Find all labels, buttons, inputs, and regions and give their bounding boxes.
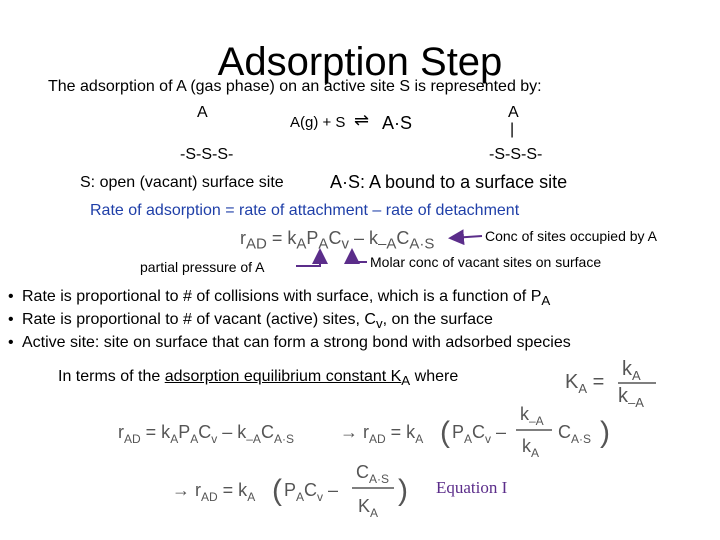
svg-text:): ) [398,474,408,507]
svg-text:kA: $k_A$ [622,358,641,383]
svg-text:k–A: $k_{-A}$ [618,385,644,410]
svg-text:→ rAD = kA: → $r_{AD} = k_A$ [172,480,256,504]
right-bond-label: | [510,121,515,138]
annotation-vacant-sites: Molar conc of vacant sites on surface [370,254,602,270]
ka-definition [565,358,656,410]
svg-text:rAD = kAPACv – k–ACA·S: $r_{AD} = k_AP_AC_v - k_{-A}C_{A\cdot S}$ [118,422,294,446]
bullet-item-active-site: • Active site: site on surface that can form a strong bond with adsorbed species [8,334,571,351]
vacant-conc-symbol: C [328,228,342,248]
bullet-item-vacant: • Rate is proportional to # of vacant (active) sites, $C_v$, on the surface [8,311,493,332]
svg-text:(: ( [440,416,450,449]
right-atom-label: A [508,104,519,121]
caption-bound-site: A·S: A bound to a surface site [330,172,568,192]
svg-text:kA: $k_A$ [522,436,540,460]
reaction-lhs: A(g) + S [290,114,346,131]
rate-equation-final [172,462,408,520]
bullet-item-collisions: • Rate is proportional to # of collisions with surface, which is a function of $P_A$ [8,288,551,309]
caption-vacant-site: S: open (vacant) surface site [80,174,284,191]
intro-text: The adsorption of A (gas phase) on an active site S is represented by: [48,78,542,95]
annotation-partial-pressure: partial pressure of A [140,259,265,275]
svg-text:PACv –: $P_AC_v$ – [284,480,339,504]
svg-text:KA =: $K_A$ = [565,371,605,396]
left-surface-label: -S-S-S- [180,146,234,163]
right-surface-label: -S-S-S- [489,146,543,163]
svg-text:(: ( [272,474,282,507]
svg-text:→ rAD = kA: → $r_{AD} = k_A$ [340,422,424,446]
rate-equation: $r_{AD} = k_AP_AC_v - k_{-A}C_{A\cdot S}$ [240,228,435,253]
page-title: Adsorption Step [217,40,503,84]
svg-text:k–A: $k_{-A}$ [520,404,544,428]
svg-text:): ) [600,416,610,449]
svg-text:PACv –: $P_AC_v$ – [452,422,507,446]
svg-text:KA: $K_A$ [358,496,379,520]
rate-equation-expanded [118,404,610,460]
occupied-conc-symbol: C [396,228,410,248]
reaction-rhs: A·S [382,113,413,133]
equilibrium-constant-term: adsorption equilibrium constant K [164,368,402,385]
left-atom-label: A [197,104,208,121]
equation-label: Equation I [436,478,508,497]
annotation-occupied-sites: Conc of sites occupied by A [485,228,657,244]
equilibrium-arrow: ⇌ [354,110,370,130]
rate-symbol: r [240,228,246,248]
equilibrium-statement: In terms of the adsorption equilibrium constant $K_A$ where [58,368,459,389]
svg-text:CA·S: $C_{A\cdot S}$ [558,422,592,446]
svg-text:CA·S: $C_{A\cdot S}$ [356,462,390,486]
rate-constant-k: k [287,228,297,248]
partial-pressure-symbol: P [306,228,319,248]
rate-statement: Rate of adsorption = rate of attachment – rate of detachment [90,202,520,219]
